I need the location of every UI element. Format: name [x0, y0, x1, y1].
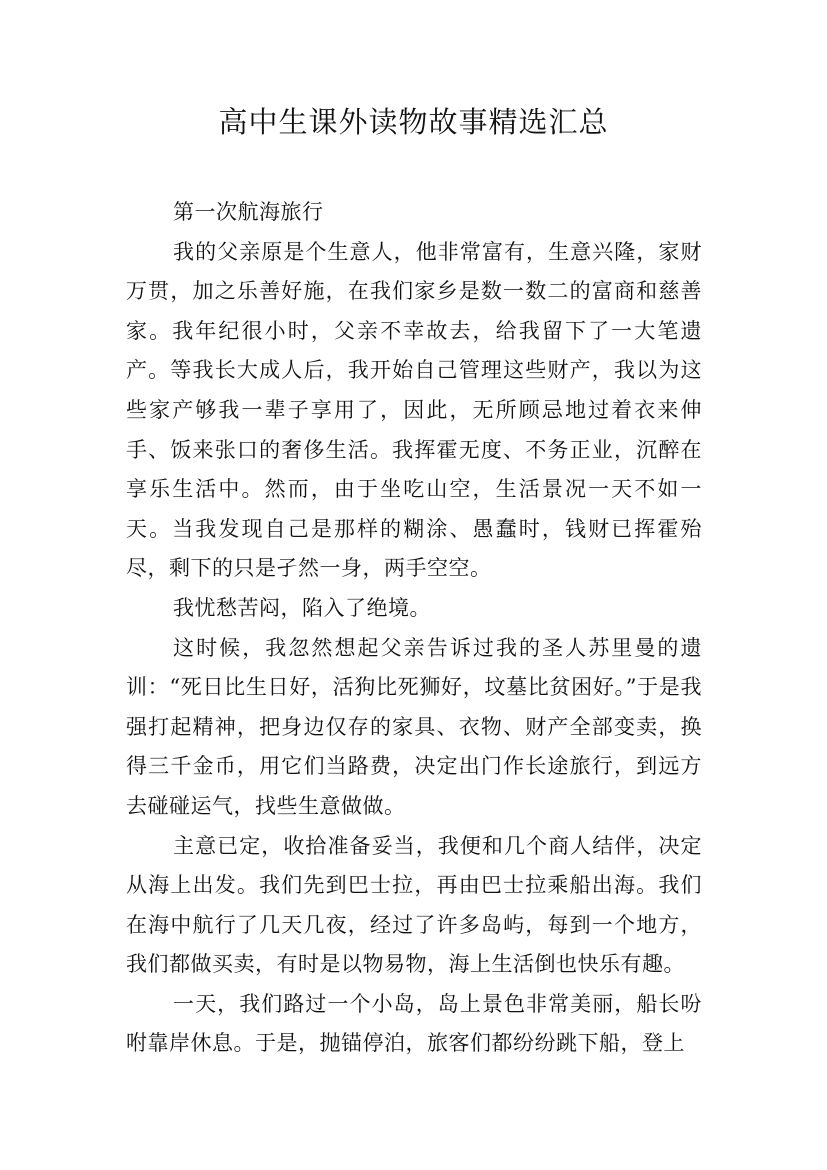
paragraph: 我的父亲原是个生意人，他非常富有，生意兴隆，家财万贯，加之乐善好施，在我们家乡是数一数二的富商和慈善家。我年纪很小时，父亲不幸故去，给我留下了一大笔遗产。等我长大成人后，我开始自己管理这些财产，我以为这些家产够我一辈子享用了，因此，无所顾忌地过着衣来伸手、饭来张口的奢侈生活。我挥霍无度、不务正业，沉醉在享乐生活中。然而，由于坐吃山空，生活景况一天不如一天。当我发现自己是那样的糊涂、愚蠢时，钱财已挥霍殆尽，剩下的只是孑然一身，两手空空。 — [126, 239, 702, 581]
paragraph: 一天，我们路过一个小岛，岛上景色非常美丽，船长吩咐靠岸休息。于是，抛锚停泊，旅客们都纷纷跳下船，登上 — [126, 991, 702, 1056]
paragraph: 我忧愁苦闷，陷入了绝境。 — [173, 595, 431, 620]
paragraph: 主意已定，收拾准备妥当，我便和几个商人结伴，决定从海上出发。我们先到巴士拉，再由巴士拉乘船出海。我们在海中航行了几天几夜，经过了许多岛屿，每到一个地方，我们都做买卖，有时是以物易物，海上生活倒也快乐有趣。 — [126, 833, 702, 977]
document-body — [126, 193, 702, 1064]
paragraph: 这时候，我忽然想起父亲告诉过我的圣人苏里曼的遗训：“死日比生日好，活狗比死狮好，坟墓比贫困好。”于是我强打起精神，把身边仅存的家具、衣物、财产全部变卖，换得三千金币，用它们当路费，决定出门作长途旅行，到远方去碰碰运气，找些生意做做。 — [126, 635, 702, 818]
document-title: 高中生课外读物故事精选汇总 — [218, 105, 609, 139]
section-heading: 第一次航海旅行 — [173, 200, 324, 224]
